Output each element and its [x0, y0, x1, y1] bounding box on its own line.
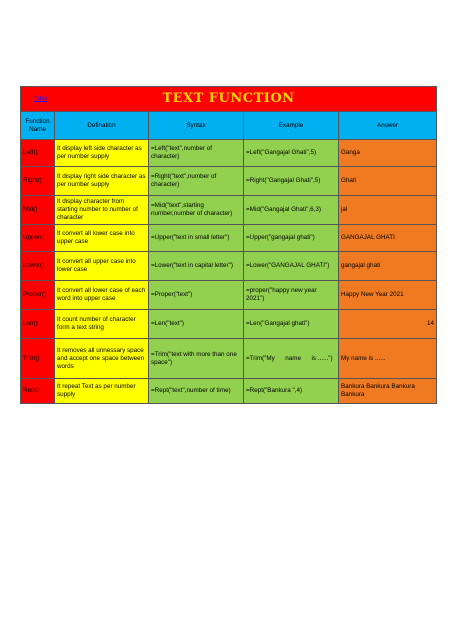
header-definition: Defination [55, 112, 149, 140]
text-function-sheet [20, 86, 436, 404]
cell-syntax[interactable]: =Trim("text with more than one space") [149, 339, 244, 379]
cell-definition[interactable]: It convert all lower case of each word into upper case [55, 281, 149, 310]
header-row [21, 112, 437, 140]
cell-answer[interactable]: gangajal ghati [339, 252, 437, 281]
cell-function-name[interactable]: Rept() [21, 379, 55, 404]
cell-definition[interactable]: It display left side character as per number supply [55, 140, 149, 167]
cell-syntax[interactable]: =Mid("text",starting number,number of character) [149, 196, 244, 225]
cell-function-name[interactable]: Lower() [21, 252, 55, 281]
cell-answer[interactable]: jal [339, 196, 437, 225]
cell-function-name[interactable]: Proper() [21, 281, 55, 310]
cell-answer[interactable]: Happy New Year 2021 [339, 281, 437, 310]
cell-syntax[interactable]: =Right("text",number of character) [149, 167, 244, 196]
cell-function-name[interactable]: Right() [21, 167, 55, 196]
index-link[interactable]: Index [33, 96, 48, 102]
cell-example[interactable]: =Rept("Bankura ",4) [244, 379, 339, 404]
cell-answer[interactable]: 14 [339, 310, 437, 339]
cell-answer[interactable]: Ghati [339, 167, 437, 196]
cell-definition[interactable]: It count number of character form a text string [55, 310, 149, 339]
cell-example[interactable]: =Upper("gangajal ghati") [244, 225, 339, 252]
header-syntax: Syntax [149, 112, 244, 140]
cell-function-name[interactable]: Trim() [21, 339, 55, 379]
cell-example[interactable]: =Left("Gangajal Ghati",5) [244, 140, 339, 167]
cell-function-name[interactable]: Left() [21, 140, 55, 167]
cell-function-name[interactable]: Mid() [21, 196, 55, 225]
cell-example[interactable]: =Right("Gangajal Ghati",5) [244, 167, 339, 196]
cell-answer[interactable]: My name is ...... [339, 339, 437, 379]
cell-syntax[interactable]: =Lower("text in capital letter") [149, 252, 244, 281]
table-row [21, 140, 437, 167]
table-row [21, 339, 437, 379]
cell-syntax[interactable]: =Rept("text",number of time) [149, 379, 244, 404]
sheet-title: TEXT FUNCTION [162, 91, 295, 106]
title-row [21, 87, 437, 112]
table-row [21, 379, 437, 404]
cell-example[interactable]: =Trim("My name is ......") [244, 339, 339, 379]
header-function-name: Function Name [21, 112, 55, 140]
cell-example[interactable]: =Len("Gangajal ghati") [244, 310, 339, 339]
header-answer: Answer [339, 112, 437, 140]
cell-syntax[interactable]: =Upper("text in small letter") [149, 225, 244, 252]
cell-syntax[interactable]: =Left("text",number of character) [149, 140, 244, 167]
cell-syntax[interactable]: =Proper("text") [149, 281, 244, 310]
text-function-table [20, 86, 437, 404]
cell-answer[interactable]: Ganga [339, 140, 437, 167]
cell-definition[interactable]: It removes all unnessary space and accept one space between words [55, 339, 149, 379]
cell-definition[interactable]: It repeat Text as per number supply [55, 379, 149, 404]
cell-definition[interactable]: It convert all upper case into lower case [55, 252, 149, 281]
cell-function-name[interactable]: Upper() [21, 225, 55, 252]
cell-example[interactable]: =proper("happy new year 2021") [244, 281, 339, 310]
table-row [21, 252, 437, 281]
table-row [21, 225, 437, 252]
cell-example[interactable]: =Mid("Gangajal Ghati",6,3) [244, 196, 339, 225]
cell-definition[interactable]: It display character from starting number to number of character [55, 196, 149, 225]
table-row [21, 167, 437, 196]
cell-definition[interactable]: It convert all lower case into upper case [55, 225, 149, 252]
cell-example[interactable]: =Lower("GANGAJAL GHATI") [244, 252, 339, 281]
title-cell [21, 87, 437, 112]
table-row [21, 196, 437, 225]
table-row [21, 281, 437, 310]
header-example: Example [244, 112, 339, 140]
cell-answer[interactable]: Bankura Bankura Bankura Bankura [339, 379, 437, 404]
cell-answer[interactable]: GANGAJAL GHATI [339, 225, 437, 252]
cell-definition[interactable]: It display right side character as per number supply [55, 167, 149, 196]
cell-function-name[interactable]: Len() [21, 310, 55, 339]
table-row [21, 310, 437, 339]
cell-syntax[interactable]: =Len("text") [149, 310, 244, 339]
